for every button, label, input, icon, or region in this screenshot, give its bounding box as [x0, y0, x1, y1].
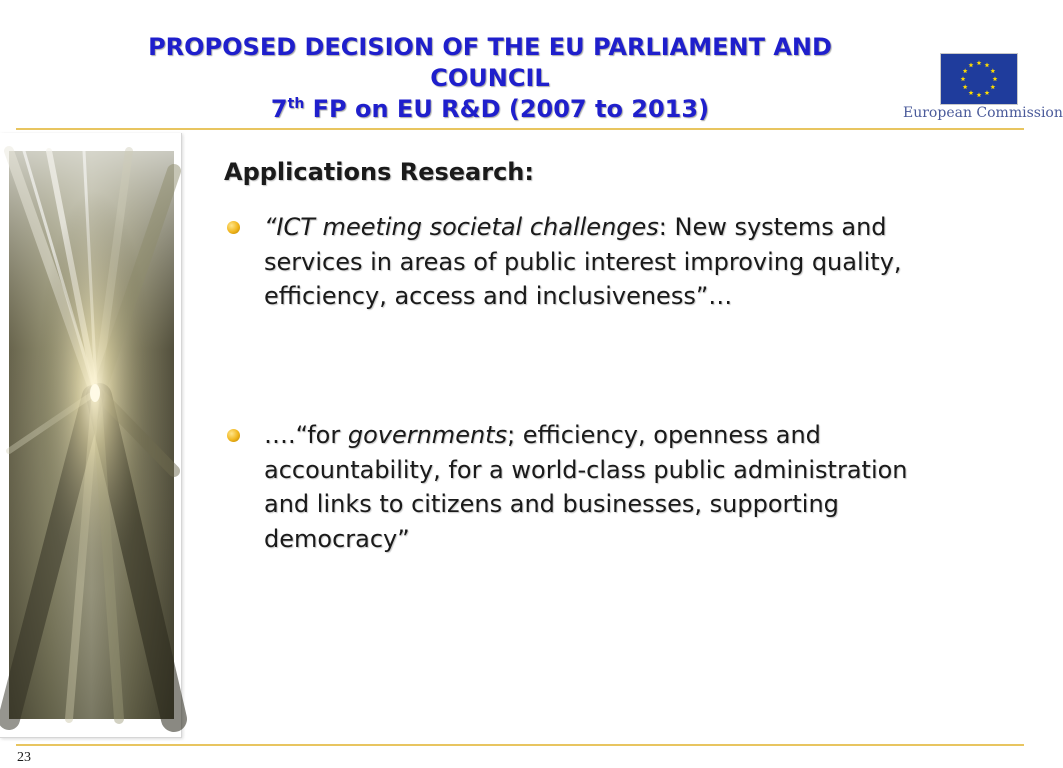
page-number: 23	[17, 750, 31, 765]
title-superscript: th	[287, 96, 305, 112]
tunnel-photo	[9, 151, 174, 719]
bullet-icon	[227, 221, 240, 234]
title-number: 7	[270, 95, 288, 123]
title-line-3	[60, 94, 920, 125]
bullet-icon	[227, 429, 240, 442]
footer-divider	[16, 744, 1024, 746]
header-divider	[16, 128, 1024, 130]
bullet-1-rest: : New systems and services in areas of public interest improving quality, efficiency, access and inclusiveness”…	[264, 213, 902, 310]
image-frame	[0, 133, 182, 738]
bullet-2-italic: governments	[347, 421, 508, 449]
title-line-2: COUNCIL	[430, 64, 550, 92]
bullet-2-rest: ; efficiency, openness and accountability, for a world-class public administration and links to citizens and businesses, supporting democracy”	[264, 421, 908, 553]
eu-logo-caption: European Commission	[903, 105, 1063, 121]
bullet-item-2	[224, 418, 924, 556]
bullet-2-prefix: ….“for	[264, 421, 348, 449]
bullet-text-2	[264, 418, 924, 556]
bullet-1-italic: “ICT meeting societal challenges	[264, 213, 659, 241]
title-line-1: PROPOSED DECISION OF THE EU PARLIAMENT AND	[148, 33, 832, 61]
slide-title	[60, 32, 920, 125]
title-rest: FP on EU R&D (2007 to 2013)	[304, 95, 710, 123]
bullet-text-1	[264, 210, 924, 314]
bullet-item-1	[224, 210, 924, 314]
section-heading: Applications Research:	[224, 158, 534, 186]
eu-flag-icon	[940, 53, 1018, 105]
